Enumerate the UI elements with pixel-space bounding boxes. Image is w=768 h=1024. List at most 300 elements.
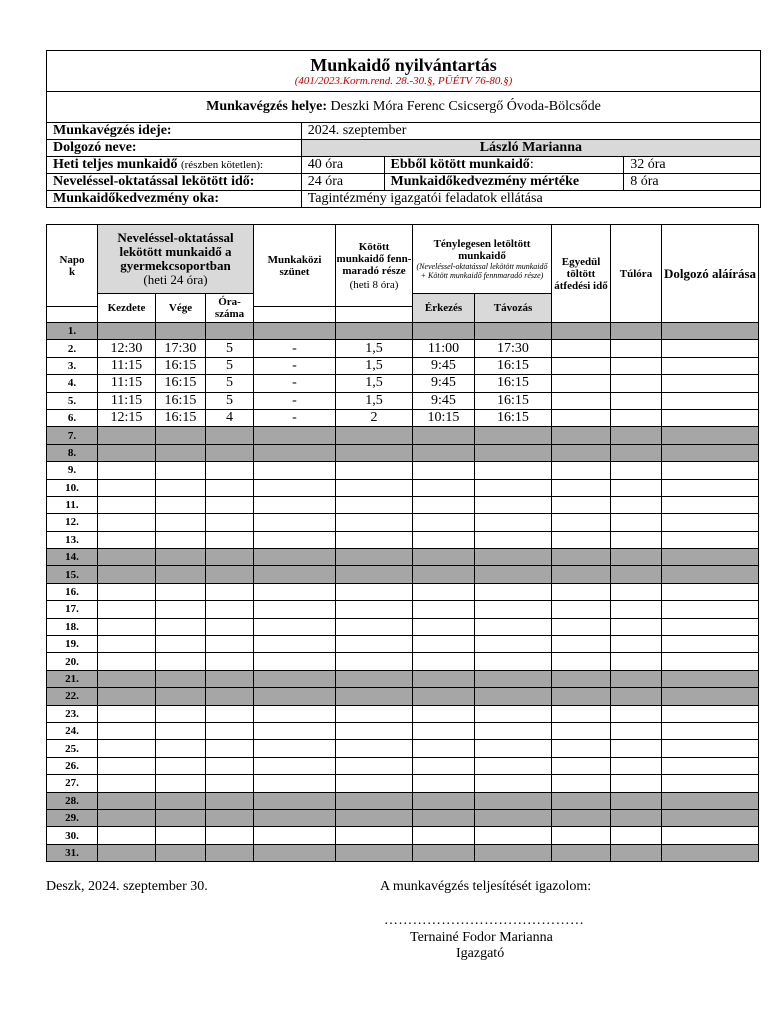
arrival-cell: 11:00: [413, 340, 475, 357]
table-row: [47, 427, 759, 444]
hours-cell: 5: [206, 357, 254, 374]
start-cell: [98, 444, 156, 461]
signature-cell: [662, 653, 759, 670]
start-cell: [98, 601, 156, 618]
end-cell: [156, 740, 206, 757]
table-row: [47, 409, 759, 426]
hours-cell: [206, 792, 254, 809]
arrival-cell: [413, 531, 475, 548]
arrival-cell: [413, 722, 475, 739]
period-label: Munkavégzés ideje:: [47, 123, 302, 140]
table-row: [47, 792, 759, 809]
day-cell: 20.: [47, 653, 98, 670]
arrival-cell: [413, 462, 475, 479]
overlap-cell: [552, 409, 611, 426]
break-cell: [254, 688, 336, 705]
signature-cell: [662, 583, 759, 600]
day-cell: 31.: [47, 844, 98, 861]
hours-cell: 4: [206, 409, 254, 426]
break-cell: [254, 722, 336, 739]
overlap-cell: [552, 583, 611, 600]
remaining-cell: [336, 462, 413, 479]
hours-cell: [206, 566, 254, 583]
remaining-cell: [336, 688, 413, 705]
reason-value: Tagintézmény igazgatói feladatok ellátása: [301, 191, 760, 208]
break-cell: [254, 740, 336, 757]
break-cell: [254, 844, 336, 861]
hours-cell: [206, 722, 254, 739]
overtime-cell: [611, 323, 662, 340]
table-row: [47, 827, 759, 844]
table-row: [47, 653, 759, 670]
bound-hours-value: 32 óra: [624, 157, 761, 174]
weekly-hours-label-cell: [47, 157, 302, 174]
table-row: [47, 601, 759, 618]
hours-cell: [206, 531, 254, 548]
table-row: [47, 670, 759, 687]
departure-cell: [475, 549, 552, 566]
signature-cell: [662, 827, 759, 844]
day-header: Napo k: [47, 225, 98, 307]
overtime-cell: [611, 479, 662, 496]
start-cell: [98, 688, 156, 705]
break-cell: [254, 775, 336, 792]
signature-cell: [662, 775, 759, 792]
signature-cell: [662, 688, 759, 705]
teaching-value: 24 óra: [301, 174, 384, 191]
remaining-cell: [336, 775, 413, 792]
hours-cell: [206, 601, 254, 618]
remaining-cell: [336, 479, 413, 496]
start-cell: [98, 583, 156, 600]
table-row: [47, 375, 759, 392]
arrival-cell: [413, 601, 475, 618]
remaining-header-spacer: [336, 307, 413, 323]
signature-cell: [662, 496, 759, 513]
departure-cell: [475, 844, 552, 861]
end-cell: [156, 427, 206, 444]
departure-cell: [475, 757, 552, 774]
start-cell: [98, 531, 156, 548]
table-row: [47, 444, 759, 461]
break-cell: -: [254, 409, 336, 426]
remaining-cell: [336, 514, 413, 531]
hours-cell: [206, 775, 254, 792]
signature-cell: [662, 618, 759, 635]
table-row: [47, 740, 759, 757]
signature-cell: [662, 670, 759, 687]
remaining-cell: [336, 827, 413, 844]
departure-cell: [475, 514, 552, 531]
overtime-cell: [611, 618, 662, 635]
arrival-cell: [413, 705, 475, 722]
start-cell: [98, 566, 156, 583]
place-date: Deszk, 2024. szeptember 30.: [46, 879, 208, 894]
hours-cell: [206, 740, 254, 757]
break-cell: [254, 549, 336, 566]
day-cell: 30.: [47, 827, 98, 844]
end-cell: [156, 479, 206, 496]
overtime-cell: [611, 462, 662, 479]
overlap-cell: [552, 705, 611, 722]
start-cell: [98, 740, 156, 757]
start-cell: [98, 479, 156, 496]
hours-cell: 5: [206, 375, 254, 392]
remaining-cell: 1,5: [336, 340, 413, 357]
overtime-cell: [611, 427, 662, 444]
departure-cell: 16:15: [475, 392, 552, 409]
hours-cell: [206, 514, 254, 531]
hours-cell: [206, 444, 254, 461]
arrival-cell: [413, 583, 475, 600]
day-cell: 15.: [47, 566, 98, 583]
break-cell: -: [254, 340, 336, 357]
start-cell: [98, 670, 156, 687]
table-row: [47, 705, 759, 722]
end-header: Vége: [156, 294, 206, 323]
overtime-cell: [611, 514, 662, 531]
table-row: [47, 775, 759, 792]
signature-cell: [662, 409, 759, 426]
overlap-cell: [552, 514, 611, 531]
break-cell: -: [254, 392, 336, 409]
end-cell: [156, 653, 206, 670]
hours-cell: [206, 618, 254, 635]
overlap-cell: [552, 844, 611, 861]
arrival-cell: [413, 688, 475, 705]
overtime-cell: [611, 792, 662, 809]
remaining-cell: [336, 809, 413, 826]
table-row: [47, 340, 759, 357]
end-cell: [156, 792, 206, 809]
overtime-cell: [611, 757, 662, 774]
overlap-cell: [552, 618, 611, 635]
end-cell: [156, 636, 206, 653]
hours-cell: [206, 653, 254, 670]
overtime-cell: [611, 496, 662, 513]
departure-cell: [475, 496, 552, 513]
break-cell: -: [254, 357, 336, 374]
reason-label: Munkaidőkedvezmény oka:: [47, 191, 302, 208]
departure-cell: [475, 688, 552, 705]
departure-cell: [475, 705, 552, 722]
workplace-row: [47, 92, 761, 123]
end-cell: [156, 688, 206, 705]
end-cell: [156, 566, 206, 583]
hours-cell: [206, 496, 254, 513]
table-row: [47, 583, 759, 600]
arrival-cell: 9:45: [413, 392, 475, 409]
day-cell: 23.: [47, 705, 98, 722]
overlap-cell: [552, 340, 611, 357]
end-cell: [156, 670, 206, 687]
table-row: [47, 566, 759, 583]
table-row: [47, 531, 759, 548]
end-cell: [156, 809, 206, 826]
break-cell: [254, 601, 336, 618]
end-cell: [156, 775, 206, 792]
arrival-cell: [413, 427, 475, 444]
remaining-cell: [336, 531, 413, 548]
departure-cell: [475, 809, 552, 826]
day-cell: 25.: [47, 740, 98, 757]
remaining-cell: [336, 792, 413, 809]
arrival-cell: [413, 514, 475, 531]
overtime-cell: [611, 775, 662, 792]
departure-cell: [475, 601, 552, 618]
hours-cell: [206, 827, 254, 844]
arrival-cell: [413, 670, 475, 687]
departure-cell: [475, 653, 552, 670]
start-cell: [98, 514, 156, 531]
departure-cell: 17:30: [475, 340, 552, 357]
hours-cell: [206, 670, 254, 687]
signature-cell: [662, 792, 759, 809]
overtime-cell: [611, 827, 662, 844]
weekly-hours-value: 40 óra: [301, 157, 384, 174]
end-cell: [156, 618, 206, 635]
overtime-cell: [611, 670, 662, 687]
table-row: [47, 636, 759, 653]
break-cell: [254, 462, 336, 479]
break-header-spacer: [254, 307, 336, 323]
discount-label: Munkaidőkedvezmény mértéke: [384, 174, 624, 191]
arrival-cell: 9:45: [413, 357, 475, 374]
day-cell: 6.: [47, 409, 98, 426]
hours-cell: 5: [206, 392, 254, 409]
start-cell: [98, 827, 156, 844]
signature-cell: [662, 444, 759, 461]
start-cell: [98, 722, 156, 739]
hours-cell: [206, 688, 254, 705]
departure-cell: [475, 618, 552, 635]
departure-cell: [475, 775, 552, 792]
arrival-cell: [413, 757, 475, 774]
start-cell: 11:15: [98, 375, 156, 392]
overlap-cell: [552, 722, 611, 739]
hours-cell: [206, 462, 254, 479]
overlap-cell: [552, 496, 611, 513]
start-cell: [98, 618, 156, 635]
arrival-cell: [413, 844, 475, 861]
timesheet-table: [46, 224, 759, 862]
signature-line: ……………………………………: [384, 913, 585, 928]
overlap-cell: [552, 375, 611, 392]
arrival-cell: [413, 444, 475, 461]
overtime-cell: [611, 357, 662, 374]
arrival-cell: [413, 549, 475, 566]
day-cell: 27.: [47, 775, 98, 792]
end-cell: [156, 496, 206, 513]
break-cell: [254, 827, 336, 844]
signature-cell: [662, 601, 759, 618]
table-row: [47, 514, 759, 531]
break-cell: [254, 636, 336, 653]
legal-reference: (401/2023.Korm.rend. 28.-30.§, PÜÉTV 76-80.§): [294, 75, 513, 87]
bound-hours-label: Ebből kötött munkaidő: [390, 157, 530, 172]
departure-cell: [475, 427, 552, 444]
table-row: [47, 479, 759, 496]
arrival-cell: [413, 792, 475, 809]
signature-cell: [662, 757, 759, 774]
overlap-cell: [552, 444, 611, 461]
overtime-cell: [611, 844, 662, 861]
remaining-cell: [336, 636, 413, 653]
hours-cell: [206, 583, 254, 600]
workplace-value: Deszki Móra Ferenc Csicsergő Óvoda-Bölcsőde: [330, 99, 601, 114]
weekly-hours-label: Heti teljes munkaidő: [53, 157, 178, 172]
end-cell: 16:15: [156, 375, 206, 392]
start-cell: [98, 775, 156, 792]
signature-cell: [662, 340, 759, 357]
departure-cell: [475, 566, 552, 583]
teaching-label: Neveléssel-oktatással lekötött idő:: [47, 174, 302, 191]
departure-cell: [475, 531, 552, 548]
overlap-cell: [552, 636, 611, 653]
overtime-cell: [611, 444, 662, 461]
remaining-cell: [336, 601, 413, 618]
start-cell: 11:15: [98, 357, 156, 374]
table-row: [47, 392, 759, 409]
overlap-cell: [552, 775, 611, 792]
departure-cell: [475, 740, 552, 757]
overtime-cell: [611, 722, 662, 739]
signer-title: Igazgató: [456, 946, 505, 961]
arrival-cell: [413, 618, 475, 635]
overtime-cell: [611, 531, 662, 548]
overtime-cell: [611, 409, 662, 426]
overlap-cell: [552, 479, 611, 496]
signature-cell: [662, 392, 759, 409]
end-cell: [156, 444, 206, 461]
overlap-header: Egyedül töltött átfedési idő: [552, 225, 611, 323]
signature-cell: [662, 427, 759, 444]
remaining-cell: 1,5: [336, 357, 413, 374]
day-cell: 14.: [47, 549, 98, 566]
arrival-cell: [413, 809, 475, 826]
day-cell: 11.: [47, 496, 98, 513]
hours-cell: [206, 636, 254, 653]
signature-cell: [662, 549, 759, 566]
table-row: [47, 722, 759, 739]
day-cell: 28.: [47, 792, 98, 809]
day-cell: 4.: [47, 375, 98, 392]
overlap-cell: [552, 809, 611, 826]
break-cell: [254, 757, 336, 774]
day-cell: 13.: [47, 531, 98, 548]
table-row: [47, 549, 759, 566]
hours-cell: [206, 427, 254, 444]
remaining-cell: [336, 444, 413, 461]
day-cell: 1.: [47, 323, 98, 340]
day-cell: 16.: [47, 583, 98, 600]
overtime-cell: [611, 566, 662, 583]
departure-cell: [475, 827, 552, 844]
day-cell: 3.: [47, 357, 98, 374]
remaining-cell: [336, 757, 413, 774]
signature-cell: [662, 323, 759, 340]
arrival-cell: [413, 636, 475, 653]
departure-cell: [475, 670, 552, 687]
remaining-cell: 2: [336, 409, 413, 426]
arrival-cell: [413, 496, 475, 513]
table-row: [47, 688, 759, 705]
end-cell: [156, 583, 206, 600]
header-table: [46, 50, 761, 208]
hours-cell: [206, 705, 254, 722]
overtime-cell: [611, 549, 662, 566]
discount-value: 8 óra: [624, 174, 761, 191]
overlap-cell: [552, 392, 611, 409]
end-cell: [156, 601, 206, 618]
remaining-cell: [336, 549, 413, 566]
day-cell: 10.: [47, 479, 98, 496]
break-cell: [254, 809, 336, 826]
signature-cell: [662, 479, 759, 496]
end-cell: [156, 705, 206, 722]
departure-cell: [475, 722, 552, 739]
arrival-cell: [413, 740, 475, 757]
signature-cell: [662, 375, 759, 392]
departure-cell: [475, 479, 552, 496]
arrival-cell: [413, 566, 475, 583]
overtime-cell: [611, 653, 662, 670]
start-cell: [98, 549, 156, 566]
table-row: [47, 357, 759, 374]
table-row: [47, 462, 759, 479]
break-cell: [254, 618, 336, 635]
overlap-cell: [552, 653, 611, 670]
overtime-cell: [611, 601, 662, 618]
start-cell: [98, 757, 156, 774]
overlap-cell: [552, 531, 611, 548]
departure-cell: [475, 792, 552, 809]
remaining-cell: 1,5: [336, 392, 413, 409]
timesheet-body: [47, 323, 759, 862]
start-cell: [98, 653, 156, 670]
start-cell: [98, 427, 156, 444]
break-cell: [254, 583, 336, 600]
overlap-cell: [552, 757, 611, 774]
overtime-cell: [611, 583, 662, 600]
day-cell: 29.: [47, 809, 98, 826]
departure-cell: [475, 323, 552, 340]
start-cell: 12:30: [98, 340, 156, 357]
end-cell: [156, 514, 206, 531]
signature-cell: [662, 462, 759, 479]
arrival-cell: [413, 775, 475, 792]
overlap-cell: [552, 357, 611, 374]
end-cell: [156, 722, 206, 739]
overlap-cell: [552, 792, 611, 809]
employee-label: Dolgozó neve:: [47, 140, 302, 157]
start-cell: [98, 844, 156, 861]
break-cell: [254, 514, 336, 531]
hours-cell: [206, 479, 254, 496]
break-cell: [254, 653, 336, 670]
signature-cell: [662, 722, 759, 739]
break-cell: [254, 323, 336, 340]
day-cell: 19.: [47, 636, 98, 653]
break-cell: -: [254, 375, 336, 392]
remaining-cell: 1,5: [336, 375, 413, 392]
departure-cell: [475, 583, 552, 600]
start-cell: 11:15: [98, 392, 156, 409]
weekly-hours-note: (részben kötetlen):: [180, 159, 264, 171]
arrival-cell: 10:15: [413, 409, 475, 426]
end-cell: 16:15: [156, 392, 206, 409]
break-cell: [254, 444, 336, 461]
